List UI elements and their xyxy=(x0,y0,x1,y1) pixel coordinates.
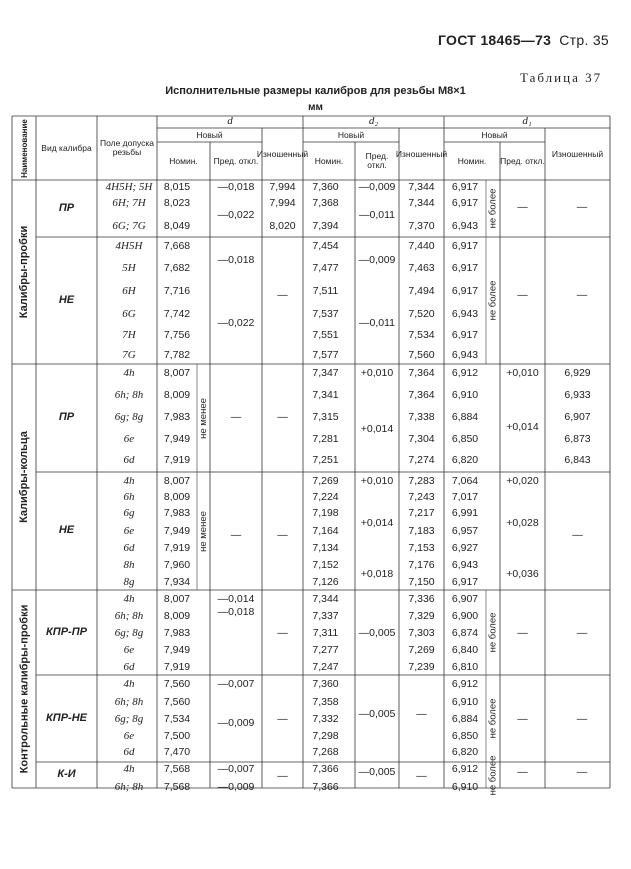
cell-r21-c7: 6,907 xyxy=(451,593,479,606)
header-wear-d: Изношенный xyxy=(256,148,309,159)
cell-r26-c1: 7,560 xyxy=(163,678,191,691)
cell-r24-c4: 7,277 xyxy=(312,644,339,657)
header-wear-d1: Изношенный xyxy=(551,148,604,159)
cell-r2-c2: —0,022 xyxy=(217,209,255,222)
cell-r12-c9: 6,873 xyxy=(564,433,591,446)
cell-r1-c5: —0,011 xyxy=(359,209,395,222)
cell-r17-c0: 6e xyxy=(123,525,135,538)
units-label: мм xyxy=(308,102,323,113)
cell-r30-c1: 7,470 xyxy=(163,746,191,759)
note-ne-bolee-4: не более xyxy=(487,698,499,739)
cell-r13-c9: 6,843 xyxy=(564,454,591,467)
cell-r18-c6: 7,153 xyxy=(408,542,435,555)
cell-r7-c0: 7H xyxy=(122,329,136,342)
cell-r20-c8: +0,036 xyxy=(506,568,539,581)
cell-r4-c5: —0,009 xyxy=(358,254,396,267)
cell-r14-c1: 8,007 xyxy=(163,475,191,488)
cell-r8-c0: 7G xyxy=(122,349,136,362)
cell-r10-c9: 6,933 xyxy=(564,389,591,402)
cell-r13-c0: 6d xyxy=(123,454,135,467)
cell-r2-c3: 8,020 xyxy=(269,220,296,233)
cell-r6-c7: 6,943 xyxy=(451,308,479,321)
header-new-d1: Новый xyxy=(481,129,508,140)
header-d: d xyxy=(227,115,233,128)
cell-r23-c0: 6g; 8g xyxy=(114,627,144,640)
cell-r28-c4: 7,332 xyxy=(312,713,339,726)
category-plug-gauges: Калибры-пробки xyxy=(18,225,30,319)
cell-r30-c7: 6,820 xyxy=(451,746,479,759)
cell-r7-c6: 7,534 xyxy=(408,329,435,342)
note-ne-bolee-2: не более xyxy=(487,280,499,321)
cell-r0-c2: —0,018 xyxy=(217,181,255,194)
header-nomin-d: Номин. xyxy=(169,155,198,166)
cell-r14-c6: 7,283 xyxy=(408,475,435,488)
cell-r5-c7: 6,917 xyxy=(451,285,479,298)
cell-r6-c4: 7,537 xyxy=(312,308,339,321)
cell-r15-c0: 6h xyxy=(123,491,135,504)
cell-r11-c9: 6,907 xyxy=(564,411,591,424)
cell-r31-c10: — xyxy=(576,766,588,779)
cell-r11-c5: +0,014 xyxy=(360,423,394,436)
cell-r26-c7: 6,912 xyxy=(451,678,479,691)
cell-r8-c4: 7,577 xyxy=(312,349,339,362)
cell-r5-c9: — xyxy=(517,289,528,302)
cell-r19-c7: 6,943 xyxy=(451,559,479,572)
cell-r8-c6: 7,560 xyxy=(408,349,435,362)
cell-r11-c6: 7,338 xyxy=(408,411,435,424)
cell-r14-c4: 7,269 xyxy=(312,475,339,488)
cell-r31-c1: 7,568 xyxy=(163,763,191,776)
group-kpr-pr: КПР-ПР xyxy=(46,625,87,638)
cell-r25-c7: 6,810 xyxy=(451,661,479,674)
note-ne-menee-2: не менее xyxy=(198,510,209,552)
cell-r4-c4: 7,477 xyxy=(312,262,339,275)
header-pred-d2: Пред. откл. xyxy=(365,151,389,170)
cell-r29-c7: 6,850 xyxy=(451,730,479,743)
cell-r0-c1: 8,015 xyxy=(163,181,191,194)
header-new-d: Новый xyxy=(196,129,223,140)
cell-r1-c1: 8,023 xyxy=(163,197,191,210)
cell-r23-c2: —0,018 xyxy=(217,606,255,619)
cell-r23-c9: — xyxy=(517,627,528,640)
cell-r11-c4: 7,315 xyxy=(312,411,339,424)
header-d2: d₂ xyxy=(368,115,379,128)
cell-r21-c2: —0,014 xyxy=(217,593,255,606)
cell-r10-c7: 6,910 xyxy=(451,389,479,402)
cell-r23-c1: 7,983 xyxy=(163,627,191,640)
cell-r11-c8: +0,014 xyxy=(506,421,539,434)
group-ne-ring: НЕ xyxy=(58,524,75,537)
cell-r14-c8: +0,020 xyxy=(506,475,539,488)
cell-r9-c5: +0,010 xyxy=(360,367,394,380)
cell-r9-c6: 7,364 xyxy=(408,367,435,380)
cell-r17-c3: — xyxy=(277,529,288,542)
cell-r11-c2: — xyxy=(230,411,242,424)
cell-r4-c0: 5H xyxy=(122,262,136,275)
cell-r12-c7: 6,850 xyxy=(451,433,479,446)
cell-r5-c10: — xyxy=(576,289,588,302)
cell-r23-c3: — xyxy=(277,627,288,640)
cell-r4-c2: —0,018 xyxy=(217,254,255,267)
cell-r25-c4: 7,247 xyxy=(312,661,339,674)
cell-r19-c1: 7,960 xyxy=(163,559,191,572)
cell-r31-c6: — xyxy=(416,770,427,783)
cell-r24-c1: 7,949 xyxy=(163,644,191,657)
cell-r32-c1: 7,568 xyxy=(163,781,191,794)
cell-r15-c4: 7,224 xyxy=(312,491,339,504)
cell-r8-c7: 6,943 xyxy=(451,349,479,362)
cell-r9-c9: 6,929 xyxy=(564,367,591,380)
cell-r9-c8: +0,010 xyxy=(506,367,539,380)
header-gauge-type: Вид калибра xyxy=(41,142,92,153)
cell-r1-c7: 6,917 xyxy=(451,197,479,210)
group-k-i: К-И xyxy=(57,768,76,781)
header-d1: d₁ xyxy=(522,115,532,128)
cell-r32-c4: 7,366 xyxy=(312,781,339,794)
cell-r6-c5: —0,011 xyxy=(359,317,395,330)
cell-r22-c0: 6h; 8h xyxy=(114,610,144,623)
cell-r21-c1: 8,007 xyxy=(163,593,191,606)
cell-r20-c0: 8g xyxy=(123,576,135,589)
cell-r14-c0: 4h xyxy=(123,475,135,488)
cell-r11-c0: 6g; 8g xyxy=(114,411,144,424)
cell-r24-c0: 6e xyxy=(123,644,135,657)
cell-r19-c4: 7,152 xyxy=(312,559,339,572)
cell-r18-c1: 7,919 xyxy=(163,542,191,555)
cell-r17-c9: — xyxy=(572,529,583,542)
cell-r28-c6: — xyxy=(416,708,427,721)
cell-r3-c7: 6,917 xyxy=(451,240,479,253)
cell-r22-c4: 7,337 xyxy=(312,610,339,623)
cell-r0-c6: 7,344 xyxy=(408,181,435,194)
cell-r3-c1: 7,668 xyxy=(163,240,191,253)
cell-r1-c6: 7,344 xyxy=(408,197,435,210)
cell-r10-c1: 8,009 xyxy=(163,389,191,402)
cell-r9-c0: 4h xyxy=(123,367,135,380)
cell-r31-c3: — xyxy=(277,770,288,783)
cell-r6-c6: 7,520 xyxy=(408,308,435,321)
cell-r32-c7: 6,910 xyxy=(451,781,479,794)
cell-r31-c2: —0,007 xyxy=(217,763,255,776)
cell-r0-c0: 4H5H; 5H xyxy=(105,181,153,194)
cell-r16-c0: 6g xyxy=(123,507,135,520)
cell-r10-c6: 7,364 xyxy=(408,389,435,402)
cell-r21-c4: 7,344 xyxy=(312,593,339,606)
cell-r0-c10: — xyxy=(576,201,588,214)
cell-r31-c9: — xyxy=(517,766,528,779)
cell-r31-c4: 7,366 xyxy=(312,763,339,776)
cell-r25-c0: 6d xyxy=(123,661,135,674)
cell-r3-c6: 7,440 xyxy=(408,240,435,253)
header-name: Наименование xyxy=(19,118,29,178)
cell-r16-c4: 7,198 xyxy=(312,507,339,520)
cell-r3-c4: 7,454 xyxy=(312,240,339,253)
header-new-d2: Новый xyxy=(337,129,365,140)
cell-r15-c6: 7,243 xyxy=(408,491,435,504)
cell-r27-c7: 6,910 xyxy=(451,696,479,709)
cell-r31-c5: —0,005 xyxy=(358,766,396,779)
group-pr-ring: ПР xyxy=(58,411,75,424)
cell-r5-c1: 7,716 xyxy=(163,285,191,298)
cell-r4-c7: 6,917 xyxy=(451,262,479,275)
cell-r30-c4: 7,268 xyxy=(312,746,339,759)
cell-r2-c6: 7,370 xyxy=(408,220,435,233)
cell-r21-c0: 4h xyxy=(123,593,135,606)
cell-r17-c4: 7,164 xyxy=(312,525,339,538)
cell-r2-c0: 6G; 7G xyxy=(112,220,146,233)
cell-r11-c7: 6,884 xyxy=(451,411,479,424)
cell-r28-c0: 6g; 8g xyxy=(114,713,144,726)
cell-r18-c4: 7,134 xyxy=(312,542,339,555)
cell-r17-c5: +0,014 xyxy=(360,517,394,530)
cell-r21-c6: 7,336 xyxy=(408,593,435,606)
cell-r24-c7: 6,840 xyxy=(451,644,479,657)
header-pred-d: Пред. откл. xyxy=(213,155,259,166)
cell-r20-c5: +0,018 xyxy=(360,568,394,581)
cell-r0-c7: 6,917 xyxy=(451,181,479,194)
group-kpr-ne: КПР-НЕ xyxy=(46,711,87,724)
cell-r12-c6: 7,304 xyxy=(408,433,435,446)
cell-r32-c2: —0,009 xyxy=(217,781,255,794)
header-nomin-d1: Номин. xyxy=(457,155,487,166)
cell-r9-c1: 8,007 xyxy=(163,367,191,380)
cell-r7-c7: 6,917 xyxy=(451,329,479,342)
cell-r28-c1: 7,534 xyxy=(163,713,191,726)
cell-r28-c2: —0,009 xyxy=(217,717,255,730)
cell-r11-c3: — xyxy=(277,411,288,424)
cell-r16-c1: 7,983 xyxy=(163,507,191,520)
group-ne-plug: НЕ xyxy=(58,293,75,306)
cell-r8-c1: 7,782 xyxy=(163,349,191,362)
cell-r28-c9: — xyxy=(517,713,528,726)
cell-r31-c7: 6,912 xyxy=(451,763,479,776)
cell-r29-c1: 7,500 xyxy=(163,730,191,743)
cell-r9-c4: 7,347 xyxy=(312,367,339,380)
cell-r27-c4: 7,358 xyxy=(312,696,339,709)
cell-r7-c4: 7,551 xyxy=(312,329,339,342)
cell-r12-c0: 6e xyxy=(123,433,135,446)
cell-r0-c9: — xyxy=(517,201,528,214)
cell-r23-c10: — xyxy=(576,627,588,640)
cell-r16-c7: 6,991 xyxy=(451,507,479,520)
cell-r28-c10: — xyxy=(576,713,588,726)
cell-r25-c1: 7,919 xyxy=(163,661,191,674)
cell-r12-c1: 7,949 xyxy=(163,433,191,446)
table-title: Исполнительные размеры калибров для резьбы М8×1 xyxy=(165,85,466,97)
header-wear-d2: Изношенный xyxy=(395,148,448,159)
standard-number: ГОСТ 18465—73 xyxy=(438,32,552,48)
cell-r1-c0: 6H; 7H xyxy=(112,197,146,210)
cell-r29-c4: 7,298 xyxy=(312,730,339,743)
cell-r28-c3: — xyxy=(277,713,288,726)
cell-r5-c3: — xyxy=(277,289,288,302)
cell-r10-c0: 6h; 8h xyxy=(114,389,144,402)
cell-r14-c5: +0,010 xyxy=(360,475,394,488)
table-label: Таблица 37 xyxy=(520,70,603,85)
cell-r6-c2: —0,022 xyxy=(217,317,255,330)
cell-r20-c1: 7,934 xyxy=(163,576,191,589)
cell-r6-c0: 6G xyxy=(122,308,136,321)
cell-r4-c1: 7,682 xyxy=(163,262,191,275)
cell-r22-c7: 6,900 xyxy=(451,610,479,623)
cell-r23-c7: 6,874 xyxy=(451,627,479,640)
cell-r17-c1: 7,949 xyxy=(163,525,191,538)
category-ring-gauges: Калибры-кольца xyxy=(18,431,31,523)
cell-r19-c6: 7,176 xyxy=(408,559,435,572)
cell-r10-c4: 7,341 xyxy=(312,389,339,402)
cell-r15-c1: 8,009 xyxy=(163,491,191,504)
cell-r23-c6: 7,303 xyxy=(408,627,435,640)
cell-r12-c4: 7,281 xyxy=(312,433,339,446)
cell-r16-c6: 7,217 xyxy=(408,507,435,520)
category-control-plug-gauges: Контрольные калибры-пробки xyxy=(18,604,30,774)
cell-r1-c4: 7,368 xyxy=(312,197,339,210)
cell-r15-c7: 7,017 xyxy=(451,491,479,504)
cell-r1-c3: 7,994 xyxy=(269,197,296,210)
cell-r20-c7: 6,917 xyxy=(451,576,479,589)
note-ne-bolee-1: не более xyxy=(487,188,499,229)
cell-r2-c7: 6,943 xyxy=(451,220,479,233)
cell-r11-c1: 7,983 xyxy=(163,411,191,424)
cell-r18-c0: 6d xyxy=(123,542,135,555)
cell-r4-c6: 7,463 xyxy=(408,262,435,275)
cell-r25-c6: 7,239 xyxy=(408,661,435,674)
cell-r24-c6: 7,269 xyxy=(408,644,435,657)
note-ne-bolee-3: не более xyxy=(487,612,499,653)
cell-r28-c5: —0,005 xyxy=(358,708,396,721)
cell-r22-c1: 8,009 xyxy=(163,610,191,623)
header-pred-d1: Пред. откл. xyxy=(500,155,545,166)
cell-r9-c7: 6,912 xyxy=(451,367,479,380)
cell-r17-c8: +0,028 xyxy=(506,517,539,530)
cell-r13-c4: 7,251 xyxy=(312,454,339,467)
cell-r20-c4: 7,126 xyxy=(312,576,339,589)
cell-r17-c7: 6,957 xyxy=(451,525,479,538)
cell-r27-c0: 6h; 8h xyxy=(114,696,144,709)
cell-r13-c7: 6,820 xyxy=(451,454,479,467)
cell-r19-c0: 8h xyxy=(123,559,135,572)
cell-r20-c6: 7,150 xyxy=(408,576,435,589)
cell-r30-c0: 6d xyxy=(123,746,135,759)
header-tolerance-field: Поле допуска резьбы xyxy=(99,138,155,157)
note-ne-bolee-5: не более xyxy=(487,755,499,795)
cell-r3-c0: 4H5H xyxy=(115,240,143,253)
cell-r18-c7: 6,927 xyxy=(451,542,479,555)
cell-r17-c6: 7,183 xyxy=(408,525,435,538)
cell-r23-c5: —0,005 xyxy=(358,627,396,640)
cell-r13-c1: 7,919 xyxy=(163,454,191,467)
cell-r14-c7: 7,064 xyxy=(451,475,479,488)
cell-r23-c4: 7,311 xyxy=(312,627,339,640)
cell-r5-c0: 6H xyxy=(122,285,136,298)
cell-r2-c1: 8,049 xyxy=(163,220,191,233)
note-ne-menee-1: не менее xyxy=(198,397,209,439)
group-pr-plug: ПР xyxy=(58,201,75,214)
cell-r0-c3: 7,994 xyxy=(269,181,296,194)
cell-r31-c0: 4h xyxy=(123,763,135,776)
page-number: Стр. 35 xyxy=(559,32,610,48)
cell-r2-c4: 7,394 xyxy=(312,220,339,233)
cell-r0-c5: —0,009 xyxy=(358,181,396,194)
cell-r22-c6: 7,329 xyxy=(408,610,435,623)
cell-r29-c0: 6e xyxy=(123,730,135,743)
cell-r26-c2: —0,007 xyxy=(217,678,255,691)
cell-r17-c2: — xyxy=(230,529,242,542)
cell-r26-c4: 7,360 xyxy=(312,678,339,691)
cell-r5-c6: 7,494 xyxy=(408,285,435,298)
cell-r5-c4: 7,511 xyxy=(312,285,339,298)
cell-r7-c1: 7,756 xyxy=(163,329,191,342)
cell-r13-c6: 7,274 xyxy=(408,454,435,467)
cell-r0-c4: 7,360 xyxy=(312,181,339,194)
cell-r26-c0: 4h xyxy=(123,678,135,691)
cell-r28-c7: 6,884 xyxy=(451,713,479,726)
cell-r27-c1: 7,560 xyxy=(163,696,191,709)
cell-r6-c1: 7,742 xyxy=(163,308,191,321)
cell-r32-c0: 6h; 8h xyxy=(114,781,144,794)
header-nomin-d2: Номин. xyxy=(314,155,344,166)
